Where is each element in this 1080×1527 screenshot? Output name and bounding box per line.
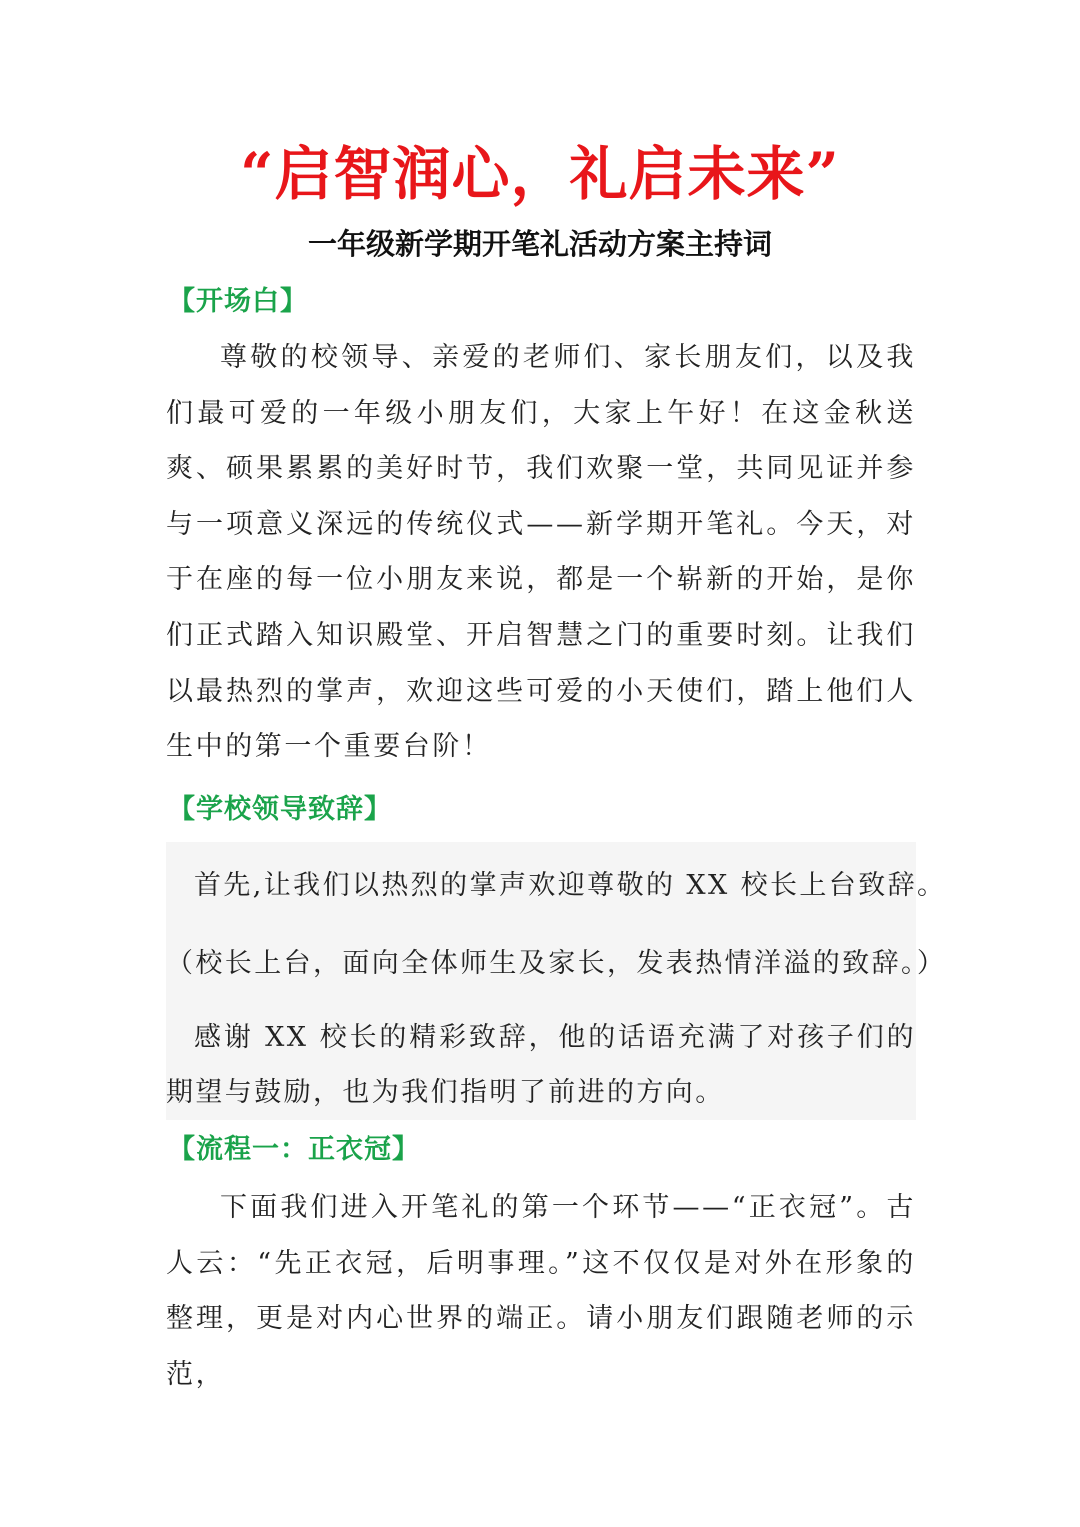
- document-title: “启智润心，礼启未来”: [240, 140, 840, 208]
- document-subtitle: 一年级新学期开笔礼活动方案主持词: [307, 227, 772, 261]
- process-one-paragraph: 下面我们进入开笔礼的第一个环节——“正衣冠”。古人云：“先正衣冠，后明事理。”这不仅仅是对外在形象的整理，更是对内心世界的端正。请小朋友们跟随老师的示范，: [166, 1192, 916, 1390]
- section-heading-opening: 【开场白】: [168, 286, 308, 317]
- speech-stage-direction: （校长上台，面向全体师生及家长，发表热情洋溢的致辞。）: [166, 948, 947, 979]
- section-heading-process-one: 【流程一：正衣冠】: [168, 1134, 420, 1165]
- section-heading-leader-speech: 【学校领导致辞】: [168, 794, 392, 825]
- speech-thanks-line: 感谢 XX 校长的精彩致辞，他的话语充满了对孩子们的期望与鼓励，也为我们指明了前进的方向。: [166, 1022, 916, 1108]
- speech-intro-line: 首先,让我们以热烈的掌声欢迎尊敬的 XX 校长上台致辞。: [194, 870, 947, 901]
- opening-paragraph: 尊敬的校领导、亲爱的老师们、家长朋友们，以及我们最可爱的一年级小朋友们，大家上午好！在这金秋送爽、硕果累累的美好时节，我们欢聚一堂，共同见证并参与一项意义深远的传统仪式——新学期开笔礼。今天，对于在座的每一位小朋友来说，都是一个崭新的开始，是你们正式踏入知识殿堂、开启智慧之门的重要时刻。让我们以最热烈的掌声，欢迎这些可爱的小天使们，踏上他们人生中的第一个重要台阶！: [166, 342, 916, 763]
